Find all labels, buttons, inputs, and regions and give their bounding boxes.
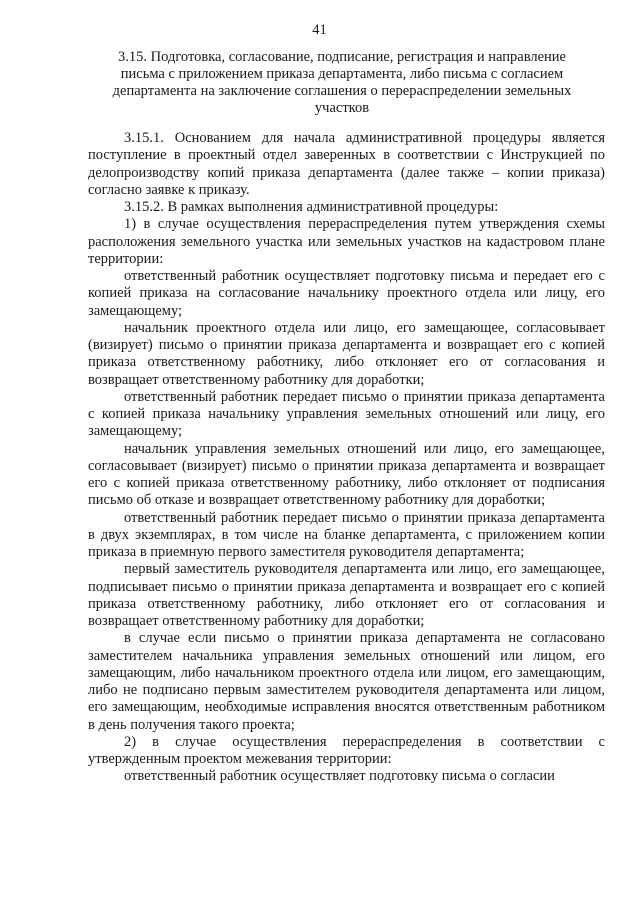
body-text xyxy=(88,130,605,786)
section-heading-line: департамента на заключение соглашения о перераспределении земельных xyxy=(112,83,572,99)
paragraph-prepare-letter: ответственный работник осуществляет подготовку письма и передает его с копией приказа на согласование начальнику проектного отдела или лицу, его замещающему; xyxy=(88,268,605,319)
section-heading xyxy=(92,49,592,117)
paragraph-department-head-approval: начальник проектного отдела или лицо, его замещающее, согласовывает (визирует) письмо о принятии приказа департамента и возвращает его с копией приказа ответственному работнику, либо отклоняет его от согласования и возвращает ответственному работнику для доработки; xyxy=(88,319,605,388)
paragraph-land-head-approval: начальник управления земельных отношений или лицо, его замещающее, согласовывает (визирует) письмо о принятии приказа департамента и возвращает его с копией приказа ответственному работнику, либо отклоняет от подписания письмо об отказе и возвращает ответственному работнику для доработки; xyxy=(88,440,605,509)
section-heading-line: участков xyxy=(314,100,370,116)
paragraph-deputy-signing: первый заместитель руководителя департамента или лицо, его замещающее, подписывает письмо о принятии приказа департамента и возвращает его с копией приказа ответственному работнику, либо отклоняет его от согласования и возвращает ответственному работнику для доработки; xyxy=(88,561,605,629)
paragraph-3-15-1: 3.15.1. Основанием для начала административной процедуры является поступление в проектный отдел заверенных в соответствии с Инструкцией по делопроизводству копий приказа департамента (далее также – копии приказа) согласно заявке к приказу. xyxy=(88,130,605,198)
paragraph-transfer-to-land-head: ответственный работник передает письмо о принятии приказа департамента с копией приказа начальнику управления земельных отношений или лицу, его замещающему; xyxy=(88,388,605,440)
section-heading-line: 3.15. Подготовка, согласование, подписание, регистрация и направление xyxy=(118,49,566,65)
paragraph-3-15-2: 3.15.2. В рамках выполнения административной процедуры: xyxy=(124,199,499,215)
paragraph-corrections: в случае если письмо о принятии приказа департамента не согласовано заместителем начальника управления земельных отношений или лицом, его замещающим, либо начальником проектного отдела или лицом, его замещающим, либо не подписано первым заместителем руководителя департамента или лицом, его замещающим, необходимые исправления вносятся ответственным работником в день получения такого проекта; xyxy=(88,630,605,733)
paragraph-consent-letter: ответственный работник осуществляет подготовку письма о согласии xyxy=(124,768,555,785)
section-heading-line: письма с приложением приказа департамента, либо письма с согласием xyxy=(120,66,564,82)
paragraph-case-1: 1) в случае осуществления перераспределения путем утверждения схемы расположения земельного участка или земельных участков на кадастровом плане территории: xyxy=(88,216,605,267)
paragraph-transfer-to-deputy: ответственный работник передает письмо о принятии приказа департамента в двух экземплярах, в том числе на бланке департамента, с приложением копии приказа в приемную первого заместителя руководителя департамента; xyxy=(88,509,605,560)
page-number: 41 xyxy=(312,22,327,38)
paragraph-case-2: 2) в случае осуществления перераспределения в соответствии с утвержденным проектом межевания территории: xyxy=(88,733,605,767)
